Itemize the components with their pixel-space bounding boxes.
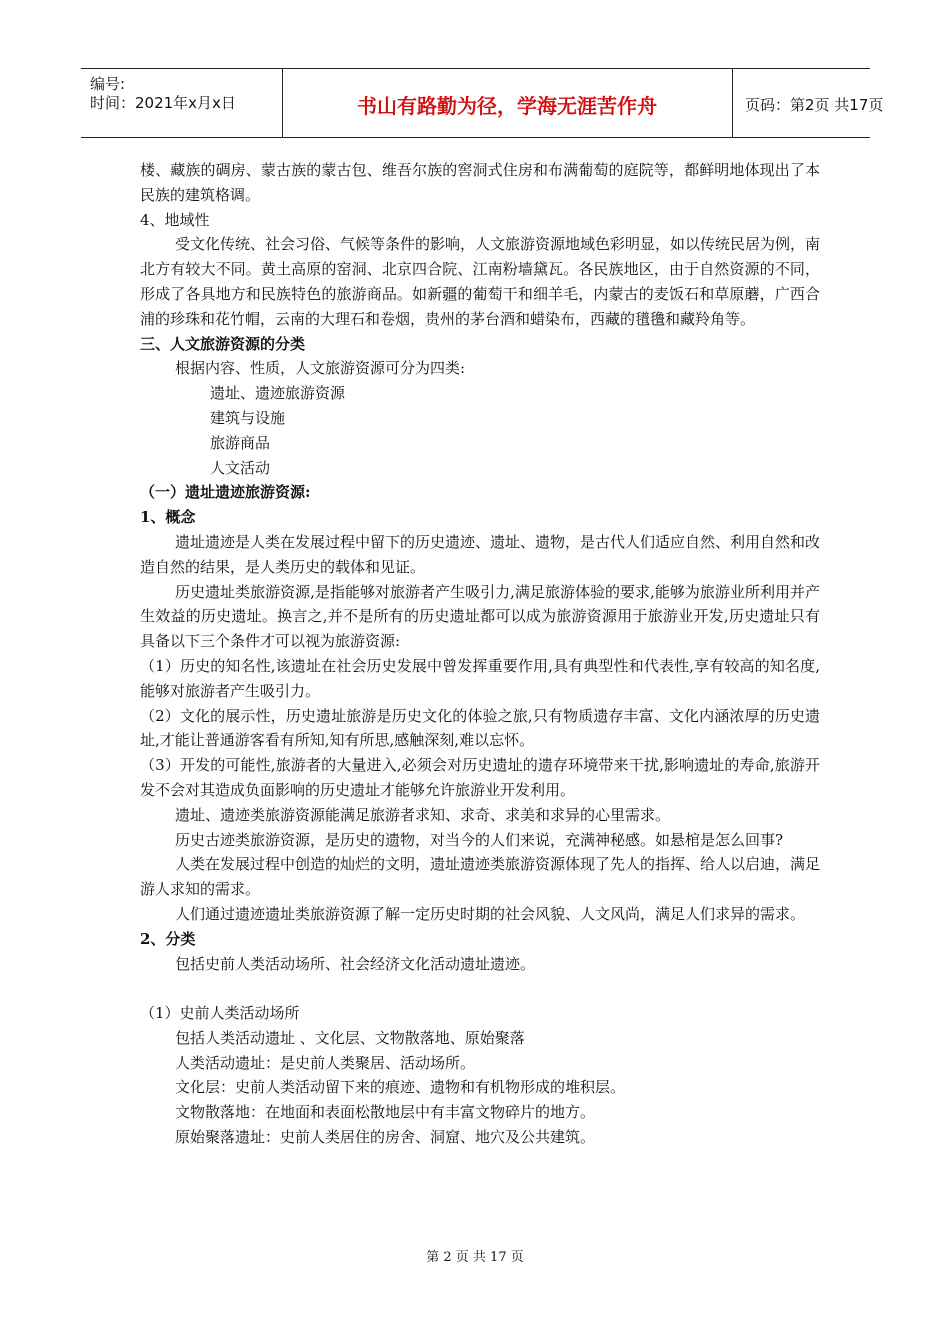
paragraph: （2）文化的展示性，历史遗址旅游是历史文化的体验之旅,只有物质遗存丰富、文化内涵浓厚的历史遗址,才能让普通游客看有所知,知有所思,感触深刻,难以忘怀。 (140, 706, 820, 750)
paragraph: 包括人类活动遗址 、文化层、文物散落地、原始聚落 (175, 1028, 525, 1047)
date-line: 时间：2021年x月x日 (90, 94, 236, 112)
header-meta-cell (81, 69, 283, 137)
section-heading: 1、概念 (140, 508, 196, 527)
paragraph: （1）历史的知名性,该遗址在社会历史发展中曾发挥重要作用,具有典型性和代表性,享有较高的知名度,能够对旅游者产生吸引力。 (140, 656, 820, 700)
paragraph: 人类在发展过程中创造的灿烂的文明，遗址遗迹类旅游资源体现了先人的指挥、给人以启迪，满足游人求知的需求。 (140, 855, 821, 899)
paragraph: 历史遗址类旅游资源,是指能够对旅游者产生吸引力,满足旅游体验的要求,能够为旅游业所利用并产生效益的历史遗址。换言之,并不是所有的历史遗址都可以成为旅游资源用于旅游业开发,历史遗址只有具备以下三个条件才可以视为旅游资源: (140, 582, 820, 651)
paragraph: 根据内容、性质，人文旅游资源可分为四类: (175, 359, 466, 378)
list-item: 遗址、遗迹旅游资源 (210, 384, 346, 403)
paragraph: 遗址、遗迹类旅游资源能满足旅游者求知、求奇、求美和求异的心里需求。 (175, 805, 671, 824)
spacer (140, 976, 820, 1001)
paragraph: 文物散落地：在地面和表面松散地层中有丰富文物碎片的地方。 (175, 1103, 596, 1122)
document-body (140, 158, 820, 1150)
header-page-cell (732, 69, 884, 137)
paragraph: 文化层：史前人类活动留下来的痕迹、遗物和有机物形成的堆积层。 (175, 1078, 626, 1097)
list-item: 人文活动 (210, 458, 271, 477)
number-label: 编号: (90, 75, 126, 93)
paragraph: 原始聚落遗址：史前人类居住的房舍、洞窟、地穴及公共建筑。 (175, 1128, 596, 1147)
motto: 书山有路勤为径，学海无涯苦作舟 (357, 94, 657, 118)
page-code: 页码：第2页 共17页 (745, 96, 884, 114)
list-item: 建筑与设施 (210, 408, 286, 427)
paragraph: 受文化传统、社会习俗、气候等条件的影响，人文旅游资源地域色彩明显，如以传统民居为例，南北方有较大不同。黄土高原的窑洞、北京四合院、江南粉墙黛瓦。各民族地区，由于自然资源的不同，形成了各具地方和民族特色的旅游商品。如新疆的葡萄干和细羊毛，内蒙古的麦饭石和草原蘑，广西合浦的珍珠和花竹帽，云南的大理石和卷烟，贵州的茅台酒和蜡染布，西藏的氆氇和藏羚角等。 (140, 235, 821, 328)
paragraph: 遗址遗迹是人类在发展过程中留下的历史遗迹、遗址、遗物，是古代人们适应自然、利用自然和改造自然的结果，是人类历史的载体和见证。 (140, 532, 821, 576)
section-heading: 4、地域性 (140, 210, 210, 229)
paragraph: 楼、藏族的碉房、蒙古族的蒙古包、维吾尔族的窖洞式住房和布满葡萄的庭院等，都鲜明地体现出了本民族的建筑格调。 (140, 161, 820, 204)
section-heading: 三、人文旅游资源的分类 (140, 334, 306, 353)
subsection-heading: （1）史前人类活动场所 (140, 1004, 300, 1023)
section-heading: （一）遗址遗迹旅游资源: (140, 483, 311, 502)
paragraph: 包括史前人类活动场所、社会经济文化活动遗址遗迹。 (175, 954, 536, 973)
page-footer: 第 2 页 共 17 页 (426, 1250, 524, 1265)
header-motto-cell (282, 69, 733, 137)
section-heading: 2、分类 (140, 929, 196, 948)
paragraph: （3）开发的可能性,旅游者的大量进入,必须会对历史遗址的遗存环境带来干扰,影响遗址的寿命,旅游开发不会对其造成负面影响的历史遗址才能够允许旅游业开发利用。 (140, 756, 820, 799)
page-header (81, 68, 884, 138)
paragraph: 人类活动遗址：是史前人类聚居、活动场所。 (175, 1053, 476, 1072)
paragraph: 人们通过遗迹遗址类旅游资源了解一定历史时期的社会风貌、人文风尚，满足人们求异的需求。 (175, 904, 806, 923)
list-item: 旅游商品 (210, 433, 271, 452)
paragraph: 历史古迹类旅游资源，是历史的遗物，对当今的人们来说，充满神秘感。如悬棺是怎么回事? (175, 830, 784, 849)
